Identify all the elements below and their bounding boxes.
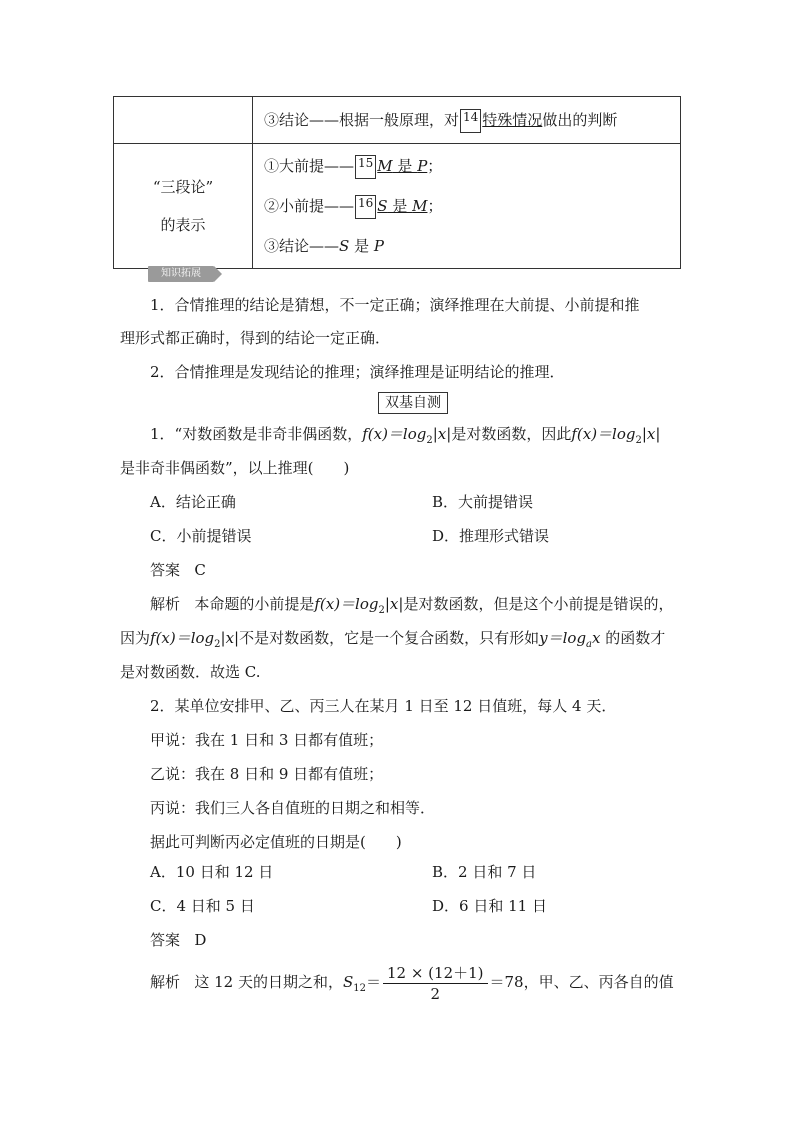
conclusion-suffix: 做出的判断: [542, 111, 618, 129]
analysis-label: 解析: [150, 595, 181, 613]
table-cell-empty: [114, 97, 253, 144]
analysis-label: 解析: [150, 973, 181, 991]
q1-analysis-line2: 因为$f(x)=\log_2|x|$不是对数函数，它是一个复合函数，只有形如$y=\log_ax$ 的函数才: [120, 629, 666, 650]
knowledge-extension-tag: 知识拓展: [148, 266, 214, 282]
answer-label: 答案: [150, 931, 181, 949]
minor-premise-line: ②小前提—— 16 S 是 M；: [264, 186, 679, 226]
conclusion-line: [264, 100, 679, 140]
blank-answer: 特殊情况: [482, 111, 543, 129]
section-title: 双基自测: [378, 392, 448, 414]
table-row: [114, 97, 681, 144]
syllogism-label-cell: [114, 144, 253, 269]
conclusion-statement-line: ③结论——S 是 P: [264, 237, 384, 255]
q2-option-a: A．10 日和 12 日: [150, 863, 274, 881]
conclusion-label: ③结论——: [264, 237, 340, 255]
q2-statement-bing: 丙说：我们三人各自值班的日期之和相等．: [150, 799, 436, 817]
q1-option-b: B．大前提错误: [432, 493, 534, 511]
blank-number: 16: [355, 195, 376, 219]
q1-analysis-line3: 是对数函数．故选 C.: [120, 663, 261, 681]
major-premise-label: ①大前提——: [264, 157, 355, 175]
q2-stem: 2．某单位安排甲、乙、丙三人在某月 1 日至 12 日值班，每人 4 天．: [150, 697, 617, 715]
q2-question: 据此可判断丙必定值班的日期是( ): [150, 833, 402, 851]
syllogism-content-cell: [253, 144, 681, 269]
q1-stem-line2: 是非奇非偶函数”，以上推理( ): [120, 459, 350, 477]
q2-option-b: B．2 日和 7 日: [432, 863, 537, 881]
fraction-denominator: 2: [430, 984, 441, 1003]
extension-point-2: 2．合情推理是发现结论的推理；演绎推理是证明结论的推理．: [150, 363, 565, 381]
answer-value: D: [194, 931, 207, 949]
blank-number: 15: [355, 155, 376, 179]
q2-analysis-line1: 解析 这 12 天的日期之和，$S_{12}=$ $\frac{12 \times (12+1)}{2}$ ＝78，甲、乙、丙各自的值: [150, 963, 674, 1003]
minor-premise-label: ②小前提——: [264, 197, 355, 215]
q2-option-d: D．6 日和 11 日: [432, 897, 547, 915]
sum-fraction: [383, 963, 488, 1004]
q1-option-c: C．小前提错误: [150, 527, 252, 545]
q1-option-d: D．推理形式错误: [432, 527, 550, 545]
table-row: [114, 144, 681, 269]
q2-option-c: C．4 日和 5 日: [150, 897, 255, 915]
extension-point-1-line2: 理形式都正确时，得到的结论一定正确．: [120, 329, 391, 347]
reasoning-summary-table: [113, 96, 681, 269]
table-cell-conclusion: [253, 97, 681, 144]
extension-point-1-line1: 1．合情推理的结论是猜想，不一定正确；演绎推理在大前提、小前提和推: [150, 296, 640, 314]
blank-answer: M 是 P: [377, 157, 428, 175]
q2-answer: [150, 929, 206, 951]
q2-statement-jia: 甲说：我在 1 日和 3 日都有值班；: [150, 731, 384, 749]
q1-option-a: A．结论正确: [150, 493, 236, 511]
syllogism-label-line1: “三段论”: [152, 178, 214, 196]
fraction-numerator: 12 × (12＋1): [383, 963, 488, 984]
q1-answer: [150, 559, 206, 581]
major-premise-line: ①大前提—— 15 M 是 P；: [264, 146, 679, 186]
q1-analysis-line1: 解析 本命题的小前提是$f(x)=\log_2|x|$是对数函数，但是这个小前提是错误的，: [150, 595, 674, 616]
q2-statement-yi: 乙说：我在 8 日和 9 日都有值班；: [150, 765, 384, 783]
conclusion-text: ③结论——根据一般原理，对: [264, 111, 460, 129]
answer-value: C: [194, 561, 206, 579]
blank-number: 14: [460, 109, 481, 133]
q1-stem-line1: 1．“对数函数是非奇非偶函数，$f(x)=\log_2|x|$是对数函数，因此$f(x)=\log_2|x|$: [150, 425, 661, 446]
syllogism-label-line2: 的表示: [160, 216, 206, 234]
blank-answer: S 是 M: [377, 197, 428, 215]
answer-label: 答案: [150, 561, 181, 579]
